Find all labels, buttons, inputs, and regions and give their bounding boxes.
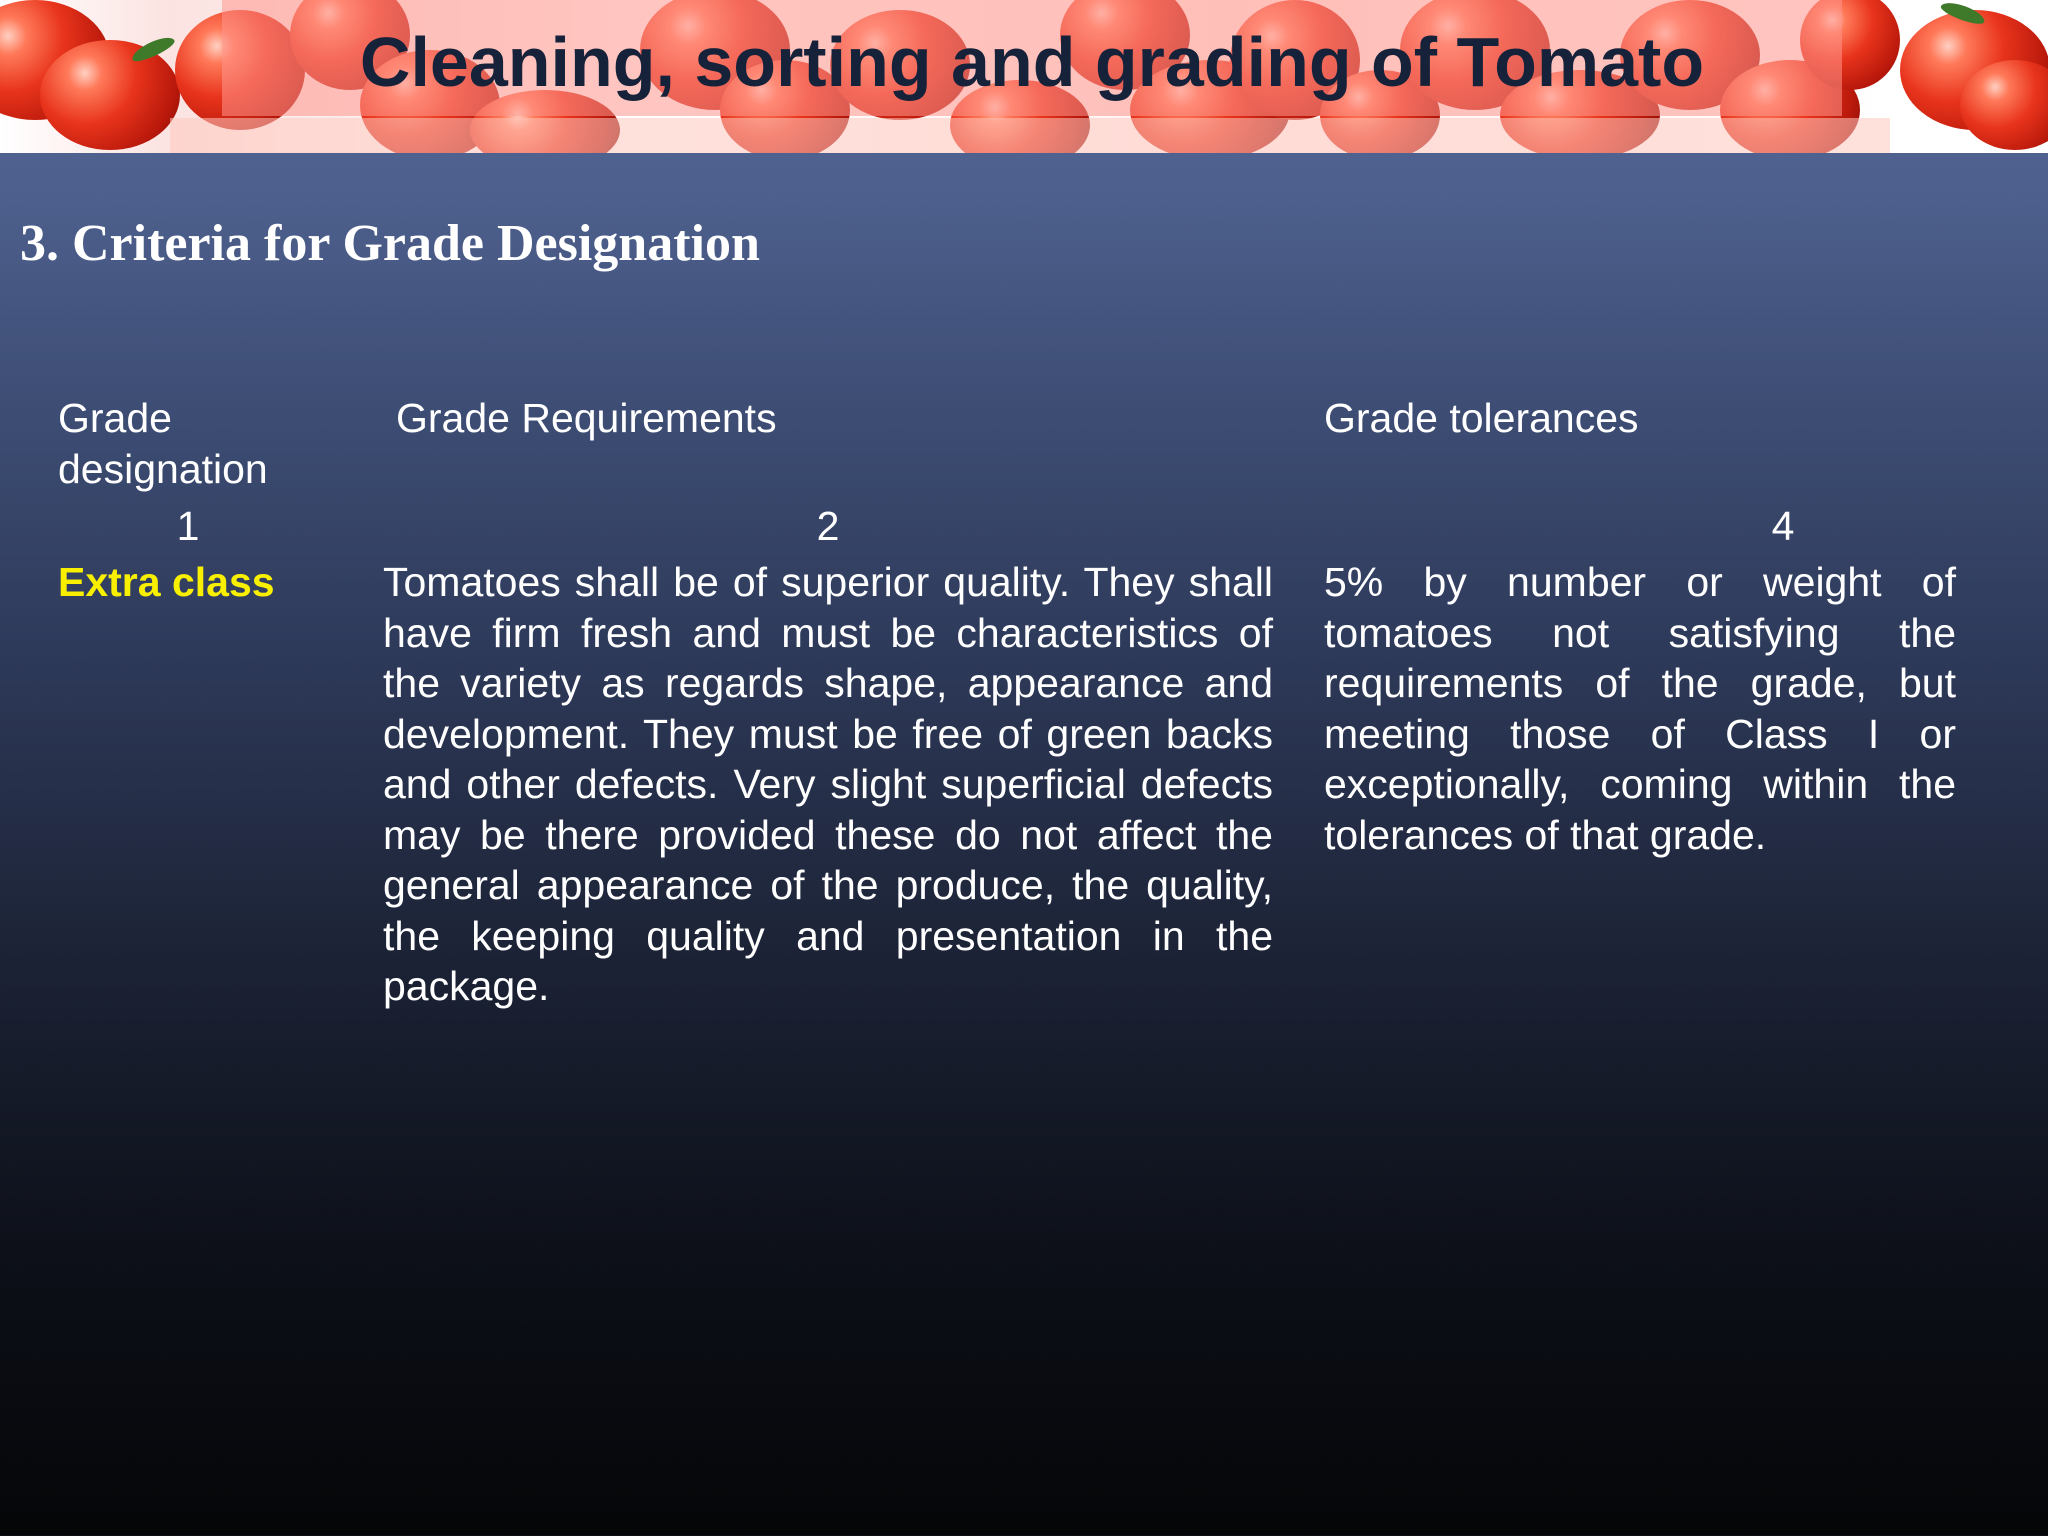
column-number-2: 2: [816, 503, 840, 549]
column-number-1: 1: [176, 503, 200, 549]
header-grade-designation: Grade designation: [58, 395, 268, 492]
title-band: [222, 0, 1842, 116]
grade-tolerances-text: 5% by number or weight of tomatoes not satisfying the requirements of the grade, but meeting those of Class I or exceptionally, coming within the tolerances of that grade.: [1324, 559, 1956, 858]
header-grade-tolerances: Grade tolerances: [1324, 395, 1639, 441]
grade-extra-class: Extra class: [58, 559, 275, 605]
header-grade-requirements: Grade Requirements: [396, 395, 777, 441]
header-banner: [0, 0, 2048, 153]
slide-title: Cleaning, sorting and grading of Tomato: [359, 23, 1705, 101]
column-number-3: 4: [1771, 503, 1795, 549]
section-heading: 3. Criteria for Grade Designation: [20, 215, 760, 272]
grade-requirements-text: Tomatoes shall be of superior quality. They shall have firm fresh and must be characteristics of the variety as regards shape, appearance and development. They must be free of green backs and other defects. Very slight superficial defects may be there provided these do not affect the general appearance of the produce, the quality, the keeping quality and presentation in the package.: [383, 559, 1273, 1009]
